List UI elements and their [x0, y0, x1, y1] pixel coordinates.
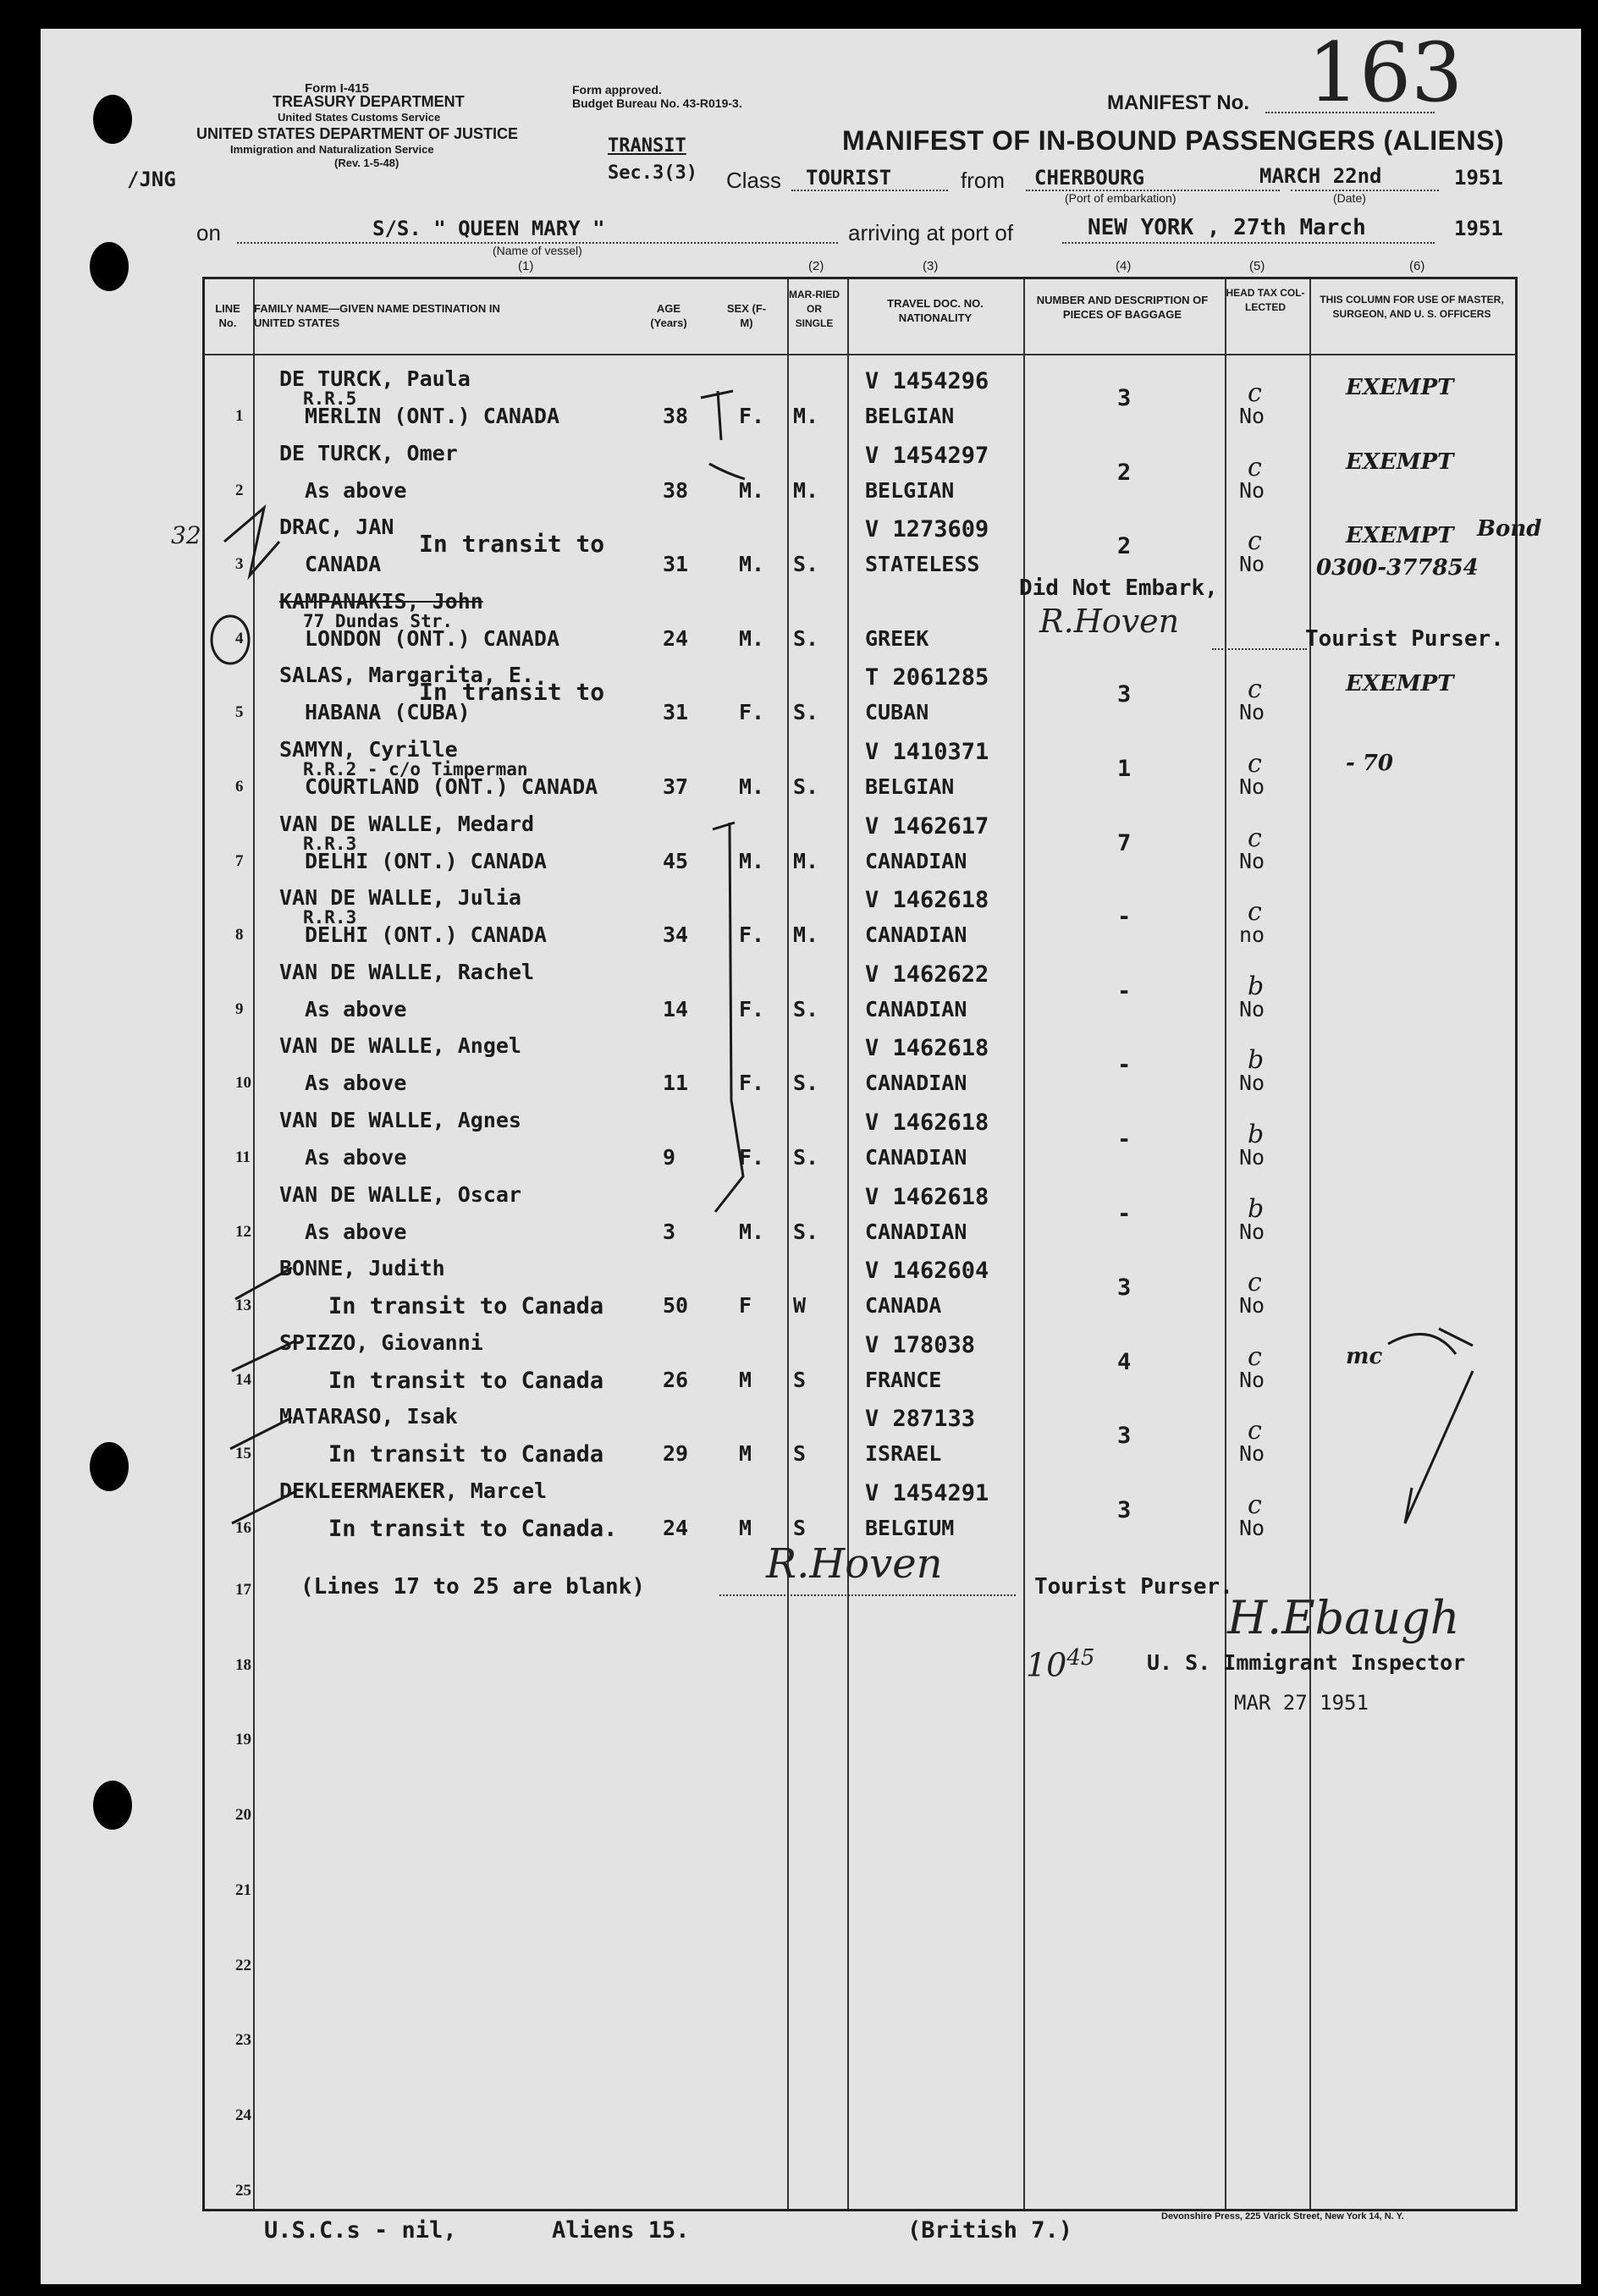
- from-label: from: [961, 168, 1005, 193]
- head-tax-mark: b: [1248, 1120, 1265, 1149]
- age: 38: [663, 477, 689, 503]
- head-tax-mark: c: [1248, 1416, 1262, 1446]
- arrival-port-date: NEW YORK , 27th March: [1088, 215, 1366, 240]
- travel-doc-number: T 2061285: [865, 664, 989, 691]
- destination: LONDON (ONT.) CANADA: [305, 625, 560, 651]
- baggage-count: -: [1117, 1200, 1132, 1227]
- head-tax-mark: c: [1248, 452, 1262, 482]
- travel-doc-number: V 1454297: [865, 442, 989, 469]
- sex: M.: [739, 774, 765, 799]
- head-tax-mark: c: [1248, 1268, 1262, 1298]
- row14-scrawl: [1388, 1329, 1473, 1354]
- head-tax: No: [1239, 774, 1265, 799]
- sex: M: [739, 1516, 752, 1540]
- baggage-count: -: [1117, 904, 1132, 931]
- head-tax-mark: b: [1248, 1193, 1265, 1224]
- arrival-year: 1951: [1454, 217, 1503, 240]
- head-tax-mark: c: [1248, 674, 1262, 705]
- head-tax: No: [1239, 1293, 1265, 1319]
- sex: M.: [739, 477, 765, 503]
- manifest-number: 163: [1308, 25, 1463, 120]
- nationality: CANADIAN: [865, 1071, 967, 1096]
- form-approved: Form approved.: [572, 83, 662, 96]
- col-num-2: (2): [808, 259, 824, 273]
- initials: /JNG: [127, 168, 176, 191]
- head-tax-mark: c: [1248, 749, 1262, 779]
- travel-doc-number: V 1454291: [865, 1480, 989, 1506]
- head-tax-mark: b: [1248, 1045, 1265, 1076]
- footer-british: (British 7.): [907, 2217, 1073, 2244]
- travel-doc-number: V 1273609: [865, 516, 989, 543]
- officer-note: EXEMPT: [1346, 523, 1454, 549]
- destination: As above: [305, 1145, 407, 1170]
- marital-status: S.: [793, 700, 819, 725]
- head-tax: no: [1239, 922, 1265, 948]
- age: 3: [663, 1219, 676, 1244]
- marital-status: M.: [793, 922, 819, 948]
- marital-status: S.: [793, 625, 819, 651]
- nationality: CANADIAN: [865, 1145, 967, 1170]
- form-revision: (Rev. 1-5-48): [334, 157, 400, 169]
- destination: As above: [305, 477, 407, 503]
- passenger-name: VAN DE WALLE, Angel: [279, 1033, 521, 1059]
- embark-year: 1951: [1454, 166, 1503, 190]
- did-not-embark-note: Did Not Embark,: [1019, 575, 1218, 601]
- arriving-label: arriving at port of: [848, 220, 1014, 245]
- destination: As above: [305, 1219, 407, 1244]
- destination: In transit to Canada: [328, 1441, 604, 1468]
- marital-status: S.: [793, 996, 819, 1021]
- baggage-count: 1: [1117, 756, 1132, 782]
- baggage-count: 7: [1117, 829, 1132, 856]
- nationality: CUBAN: [865, 700, 929, 725]
- passenger-name: VAN DE WALLE, Agnes: [279, 1108, 521, 1132]
- nationality: CANADIAN: [865, 1219, 967, 1244]
- purser-signature: R.Hoven: [766, 1540, 943, 1588]
- header-name: FAMILY NAME—GIVEN NAME DESTINATION IN UNITED STATES: [254, 302, 500, 329]
- baggage-count: 4: [1117, 1348, 1132, 1375]
- manifest-title: MANIFEST OF IN-BOUND PASSENGERS (ALIENS): [842, 125, 1505, 156]
- head-tax: No: [1239, 848, 1265, 873]
- line-number: 9: [235, 999, 244, 1018]
- baggage-count: 3: [1117, 1275, 1132, 1302]
- age: 45: [663, 848, 689, 873]
- destination-line-1: R.R.3: [303, 907, 357, 928]
- header-sex: SEX (F-M): [726, 302, 767, 329]
- officer-note-bond: Bond: [1477, 516, 1542, 542]
- marital-status: S.: [793, 1219, 819, 1244]
- passenger-name: VAN DE WALLE, Oscar: [279, 1181, 521, 1207]
- baggage-count: -: [1117, 977, 1132, 1005]
- sex: M.: [739, 848, 765, 873]
- blank-line-number: 18: [235, 1655, 251, 1674]
- port-of-embarkation: CHERBOURG: [1034, 166, 1145, 190]
- marital-status: S: [793, 1367, 807, 1392]
- sex: M: [739, 1441, 752, 1467]
- age: 38: [663, 404, 689, 428]
- line-number: 8: [235, 926, 244, 944]
- embark-date: MARCH 22nd: [1259, 164, 1382, 188]
- bracket-mark: [701, 391, 745, 479]
- passenger-name: BONNE, Judith: [279, 1256, 445, 1281]
- line-number: 5: [235, 703, 244, 722]
- travel-doc-number: V 1462622: [865, 961, 989, 988]
- destination: As above: [305, 1071, 407, 1096]
- age: 50: [663, 1293, 689, 1319]
- passenger-name: SPIZZO, Giovanni: [279, 1330, 483, 1355]
- nationality: BELGIAN: [865, 774, 955, 799]
- header-travel-doc: TRAVEL DOC. NO. NATIONALITY: [887, 297, 984, 324]
- nationality: BELGIAN: [865, 404, 955, 428]
- header-officers: THIS COLUMN FOR USE OF MASTER, SURGEON, AND U. S. OFFICERS: [1320, 294, 1504, 320]
- blank-line-number: 24: [235, 2106, 251, 2124]
- col-num-6: (6): [1409, 259, 1425, 273]
- inspector-time-hour: 10: [1026, 1646, 1067, 1684]
- age: 24: [663, 1516, 689, 1540]
- inspector-time-minutes: 45: [1066, 1645, 1095, 1671]
- line-number: 10: [235, 1074, 251, 1093]
- nationality: STATELESS: [865, 552, 980, 577]
- destination: DELHI (ONT.) CANADA: [305, 848, 547, 873]
- officer-note-bond-number: 0300-377854: [1316, 555, 1479, 581]
- head-tax: No: [1239, 1219, 1265, 1244]
- sex: M.: [739, 1219, 765, 1244]
- line-number: 13: [235, 1297, 251, 1315]
- destination: HABANA (CUBA): [305, 700, 471, 725]
- row3-scribble: [224, 508, 279, 575]
- head-tax: No: [1239, 1516, 1265, 1540]
- nationality: BELGIAN: [865, 477, 955, 503]
- age: 14: [663, 996, 689, 1021]
- travel-doc-number: V 287133: [865, 1406, 976, 1433]
- officer-note: mc: [1346, 1343, 1383, 1369]
- travel-doc-number: V 1462618: [865, 1183, 989, 1210]
- stamp-date: MAR 27 1951: [1234, 1691, 1369, 1715]
- line-number: 6: [235, 778, 244, 796]
- sex: F.: [739, 1071, 765, 1096]
- baggage-count: 2: [1117, 459, 1132, 486]
- destination: COURTLAND (ONT.) CANADA: [305, 774, 598, 799]
- passenger-name: VAN DE WALLE, Rachel: [279, 959, 535, 984]
- sex: M.: [739, 625, 765, 651]
- footer-aliens: Aliens 15.: [552, 2217, 690, 2244]
- officer-note: EXEMPT: [1346, 671, 1454, 697]
- destination-line-1: R.R.2 - c/o Timperman: [303, 759, 528, 779]
- sex: F.: [739, 1145, 765, 1170]
- head-tax: No: [1239, 1367, 1265, 1392]
- age: 31: [663, 552, 689, 577]
- line-number: 15: [235, 1445, 251, 1463]
- sex: F.: [739, 404, 765, 428]
- destination: MERLIN (ONT.) CANADA: [305, 404, 560, 428]
- manifest-number-label: MANIFEST No.: [1107, 91, 1249, 114]
- destination: In transit to Canada.: [328, 1516, 618, 1542]
- age: 9: [663, 1145, 676, 1170]
- transit-label: TRANSIT: [608, 135, 686, 157]
- passenger-name: VAN DE WALLE, Julia: [279, 885, 521, 911]
- head-tax-mark: c: [1248, 823, 1262, 853]
- nationality: ISRAEL: [865, 1441, 942, 1467]
- head-tax: No: [1239, 404, 1265, 428]
- col-num-3: (3): [923, 259, 939, 273]
- form-number: Form I-415: [305, 81, 369, 96]
- passenger-name: KAMPANAKIS, John: [279, 588, 483, 614]
- col-num-1: (1): [518, 259, 534, 273]
- blank-line-number: 17: [235, 1581, 251, 1599]
- nationality: FRANCE: [865, 1367, 942, 1392]
- officer-note: EXEMPT: [1346, 449, 1454, 475]
- travel-doc-number: V 1454296: [865, 368, 989, 394]
- destination: In transit to Canada: [328, 1293, 604, 1320]
- vessel-caption: (Name of vessel): [493, 244, 582, 257]
- marital-status: M.: [793, 477, 819, 503]
- line-number: 12: [235, 1222, 251, 1241]
- baggage-count: -: [1117, 1052, 1132, 1079]
- travel-doc-number: V 1462618: [865, 1035, 989, 1062]
- transit-note: In transit to: [419, 530, 605, 559]
- passenger-name: DEKLEERMAEKER, Marcel: [279, 1478, 548, 1503]
- budget-bureau: Budget Bureau No. 43-R019-3.: [572, 96, 742, 110]
- baggage-count: -: [1117, 1126, 1132, 1153]
- on-label: on: [196, 220, 221, 245]
- age: 11: [663, 1071, 689, 1096]
- head-tax-mark: c: [1248, 897, 1262, 928]
- row4-circle: [212, 616, 249, 663]
- blank-line-number: 25: [235, 2181, 251, 2200]
- marital-status: S: [793, 1441, 807, 1467]
- family-bracket-mark: [713, 823, 743, 1212]
- marital-status: W: [793, 1293, 807, 1319]
- nationality: CANADIAN: [865, 922, 967, 948]
- travel-doc-number: V 1462617: [865, 812, 989, 840]
- treasury-department: TREASURY DEPARTMENT: [273, 93, 465, 110]
- marital-status: M.: [793, 404, 819, 428]
- age: 29: [663, 1441, 689, 1467]
- head-tax: No: [1239, 477, 1265, 503]
- head-tax-mark: c: [1248, 526, 1262, 557]
- age: 24: [663, 625, 689, 651]
- section-label: Sec.3(3): [608, 162, 697, 184]
- marital-status: S: [793, 1516, 807, 1540]
- destination: As above: [305, 996, 407, 1021]
- head-tax: No: [1239, 1145, 1265, 1170]
- sex: M.: [739, 552, 765, 577]
- line-number: 4: [235, 629, 244, 647]
- line-number: 16: [235, 1519, 251, 1537]
- header-married: MAR-RIED OR SINGLE: [789, 289, 840, 329]
- customs-service: United States Customs Service: [278, 111, 441, 124]
- head-tax: No: [1239, 996, 1265, 1021]
- officer-note: EXEMPT: [1346, 375, 1454, 400]
- head-tax: No: [1239, 1071, 1265, 1096]
- class-value: TOURIST: [806, 166, 892, 190]
- head-tax-mark: c: [1248, 1490, 1262, 1520]
- travel-doc-number: V 1462618: [865, 887, 989, 914]
- passenger-name: MATARASO, Isak: [279, 1404, 458, 1429]
- passenger-name: DE TURCK, Paula: [279, 366, 471, 391]
- baggage-count: 3: [1117, 681, 1132, 708]
- header-baggage: NUMBER AND DESCRIPTION OF PIECES OF BAGGAGE: [1036, 294, 1209, 321]
- row4-purser-signature: R.Hoven: [1039, 603, 1180, 640]
- head-tax-mark: c: [1248, 1341, 1262, 1372]
- col-num-5: (5): [1249, 259, 1265, 273]
- blank-lines-note: (Lines 17 to 25 are blank): [300, 1574, 645, 1599]
- date-caption: (Date): [1333, 191, 1366, 205]
- destination: In transit to Canada: [328, 1367, 604, 1394]
- baggage-count: 3: [1117, 1423, 1132, 1450]
- travel-doc-number: V 1462618: [865, 1109, 989, 1136]
- line-number: 11: [235, 1148, 251, 1166]
- marital-status: M.: [793, 848, 819, 873]
- travel-doc-number: V 1462604: [865, 1258, 989, 1285]
- baggage-count: 3: [1117, 385, 1132, 411]
- destination-line-1: R.R.5: [303, 388, 357, 409]
- row4-tourist-purser: Tourist Purser.: [1305, 626, 1504, 652]
- destination: CANADA: [305, 552, 382, 577]
- purser-title: Tourist Purser.: [1034, 1574, 1233, 1599]
- inspector-title: U. S. Immigrant Inspector: [1147, 1650, 1466, 1675]
- nationality: CANADIAN: [865, 996, 967, 1021]
- destination-line-1: R.R.3: [303, 833, 357, 854]
- nationality: GREEK: [865, 625, 929, 651]
- sex: F: [739, 1293, 752, 1319]
- transit-note: In transit to: [419, 678, 605, 707]
- header-line-no: LINE No.: [215, 302, 240, 329]
- col-num-4: (4): [1116, 259, 1132, 273]
- age: 34: [663, 922, 689, 948]
- blank-line-number: 19: [235, 1731, 251, 1749]
- blank-line-number: 20: [235, 1806, 251, 1825]
- blank-line-number: 22: [235, 1956, 251, 1974]
- travel-doc-number: V 1410371: [865, 739, 989, 765]
- vessel-name: S/S. " QUEEN MARY ": [372, 217, 605, 240]
- passenger-name: SALAS, Margarita, E.: [279, 663, 535, 688]
- line-number: 2: [235, 481, 244, 499]
- destination: DELHI (ONT.) CANADA: [305, 922, 547, 948]
- inspector-check: [1405, 1371, 1473, 1523]
- port-embark-caption: (Port of embarkation): [1065, 191, 1176, 205]
- sex: M: [739, 1367, 752, 1392]
- officer-note: - 70: [1346, 751, 1394, 776]
- age: 37: [663, 774, 689, 799]
- sex: F.: [739, 700, 765, 725]
- line-number: 1: [235, 407, 244, 425]
- class-label: Class: [726, 168, 782, 193]
- blank-line-number: 21: [235, 1880, 251, 1899]
- marital-status: S.: [793, 1145, 819, 1170]
- nationality: BELGIUM: [865, 1516, 955, 1540]
- marital-status: S.: [793, 552, 819, 577]
- line-number: 7: [235, 851, 244, 870]
- head-tax: No: [1239, 700, 1265, 725]
- header-age: AGE (Years): [650, 302, 687, 329]
- sex: F.: [739, 922, 765, 948]
- passenger-name: VAN DE WALLE, Medard: [279, 811, 535, 836]
- nationality: CANADA: [865, 1293, 942, 1319]
- tick-mark: [230, 1268, 296, 1523]
- footer-uscs: U.S.C.s - nil,: [264, 2217, 457, 2244]
- destination-line-1: 77 Dundas Str.: [303, 610, 454, 631]
- department-of-justice: UNITED STATES DEPARTMENT OF JUSTICE: [196, 125, 519, 142]
- marital-status: S.: [793, 1071, 819, 1096]
- inspector-signature: H.Ebaugh: [1227, 1591, 1460, 1644]
- travel-doc-number: V 178038: [865, 1331, 976, 1358]
- ins-service: Immigration and Naturalization Service: [230, 143, 434, 156]
- sex: F.: [739, 996, 765, 1021]
- head-tax-mark: b: [1248, 971, 1265, 1001]
- passenger-name: DE TURCK, Omer: [279, 440, 458, 465]
- age: 31: [663, 700, 689, 725]
- head-tax: No: [1239, 552, 1265, 577]
- passenger-name: SAMYN, Cyrille: [279, 737, 458, 762]
- baggage-count: 3: [1117, 1497, 1132, 1523]
- line-number: 3: [235, 555, 244, 574]
- margin-mark: 32: [171, 521, 201, 549]
- head-tax-mark: c: [1248, 378, 1262, 408]
- footer-printer: Devonshire Press, 225 Varick Street, New York 14, N. Y.: [1161, 2211, 1404, 2222]
- nationality: CANADIAN: [865, 848, 967, 873]
- marital-status: S.: [793, 774, 819, 799]
- line-number: 14: [235, 1370, 251, 1389]
- header-head-tax: HEAD TAX COL-LECTED: [1226, 287, 1305, 313]
- baggage-count: 2: [1117, 533, 1132, 560]
- head-tax: No: [1239, 1441, 1265, 1467]
- passenger-name: DRAC, JAN: [279, 515, 394, 540]
- age: 26: [663, 1367, 689, 1392]
- blank-line-number: 23: [235, 2031, 251, 2050]
